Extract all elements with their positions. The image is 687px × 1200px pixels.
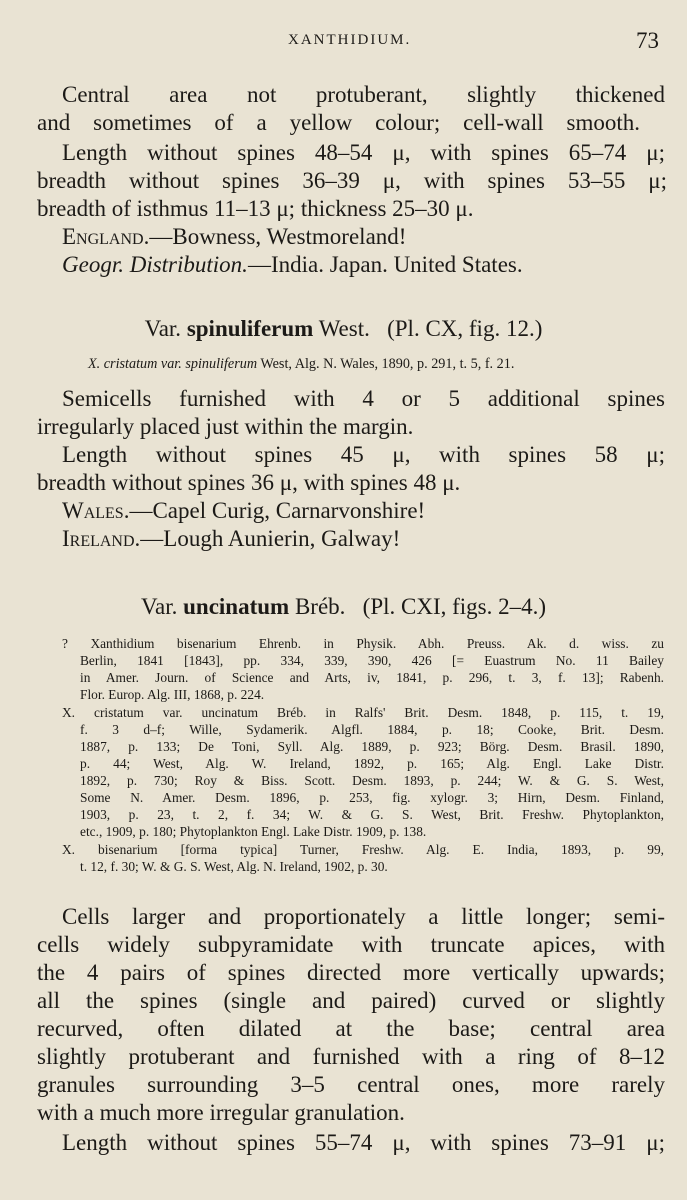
variety-prefix: Var. <box>144 316 182 341</box>
locality-label: Wales. <box>62 498 130 523</box>
page-header <box>0 28 687 58</box>
description-line: Central area not protuberant, slightly thickened <box>62 82 665 107</box>
description-line: with a much more irregular granulation. <box>37 1100 405 1125</box>
description-line: the 4 pairs of spines directed more vertically upwards; <box>37 960 665 985</box>
reference-line: 1903, p. 23, t. 2, f. 34; W. & G. S. West, Brit. Freshw. Phytoplankton, <box>80 807 664 822</box>
measurements-line: Length without spines 55–74 μ, with spines 73–91 μ; <box>62 1130 665 1155</box>
description-line: recurved, often dilated at the base; central area <box>37 1016 665 1041</box>
variety-heading <box>0 594 687 620</box>
reference-line: Flor. Europ. Alg. III, 1868, p. 224. <box>80 687 265 702</box>
reference-line: X. cristatum var. uncinatum Bréb. in Ralfs' Brit. Desm. 1848, p. 115, t. 19, <box>62 705 664 720</box>
variety-author: Bréb. <box>294 594 346 619</box>
description-line: all the spines (single and paired) curved or slightly <box>37 988 665 1013</box>
measurements-line: Length without spines 45 μ, with spines 58 μ; <box>62 442 665 467</box>
reference-line: in Amer. Journ. of Science and Arts, iv, 1841, p. 296, t. 3, f. 13]; Rabenh. <box>80 670 664 685</box>
reference-line: etc., 1909, p. 180; Phytoplankton Engl. Lake Distr. 1909, p. 138. <box>80 824 427 839</box>
locality-line <box>62 526 400 552</box>
measurements-line: breadth of isthmus 11–13 μ; thickness 25–30 μ. <box>37 196 474 221</box>
locality-label: Ireland. <box>62 526 141 551</box>
description-line: slightly protuberant and furnished with a ring of 8–12 <box>37 1044 665 1069</box>
description-line: Cells larger and proportionately a little longer; semi- <box>62 904 665 929</box>
synonym-name: X. cristatum var. spinuliferum <box>88 356 258 372</box>
plate-reference: (Pl. CX, fig. 12.) <box>387 316 543 341</box>
distribution-line <box>62 252 523 278</box>
distribution-text: —India. Japan. United States. <box>247 252 523 277</box>
description-line: Semicells furnished with 4 or 5 additional spines <box>62 386 665 411</box>
running-title: XANTHIDIUM. <box>288 32 412 48</box>
description-line: granules surrounding 3–5 central ones, more rarely <box>37 1072 665 1097</box>
variety-author: West. <box>318 316 370 341</box>
description-line: irregularly placed just within the margin. <box>37 414 414 439</box>
reference-line: 1892, p. 730; Roy & Biss. Scott. Desm. 1893, p. 244; W. & G. S. West, <box>80 773 664 788</box>
variety-heading <box>0 316 687 342</box>
reference-line: t. 12, f. 30; W. & G. S. West, Alg. N. Ireland, 1902, p. 30. <box>80 859 388 874</box>
reference-line: f. 3 d–f; Wille, Sydamerik. Algfl. 1884, p. 18; Cooke, Brit. Desm. <box>80 722 664 737</box>
plate-reference: (Pl. CXI, figs. 2–4.) <box>362 594 547 619</box>
page-number: 73 <box>636 28 659 53</box>
locality-text: —Bowness, Westmoreland! <box>149 224 407 249</box>
locality-line <box>62 498 425 524</box>
locality-line <box>62 224 406 250</box>
description-line: and sometimes of a yellow colour; cell-wall smooth. <box>37 110 640 135</box>
measurements-line: Length without spines 48–54 μ, with spines 65–74 μ; <box>62 140 665 165</box>
reference-line: p. 44; West, Alg. W. Ireland, 1892, p. 165; Alg. Engl. Lake Distr. <box>80 756 664 771</box>
variety-name: spinuliferum <box>186 316 314 341</box>
reference-line: Some N. Amer. Desm. 1896, p. 253, fig. xylogr. 3; Hirn, Desm. Finland, <box>80 790 664 805</box>
distribution-label: Geogr. Distribution. <box>62 252 248 277</box>
variety-name: uncinatum <box>183 594 290 619</box>
description-line: cells widely subpyramidate with truncate apices, with <box>37 932 665 957</box>
measurements-line: breadth without spines 36–39 μ, with spines 53–55 μ; <box>37 168 667 193</box>
locality-text: —Lough Aunierin, Galway! <box>140 526 401 551</box>
variety-prefix: Var. <box>140 594 178 619</box>
locality-label: England. <box>62 224 150 249</box>
reference-line: X. bisenarium [forma typica] Turner, Freshw. Alg. E. India, 1893, p. 99, <box>62 842 664 857</box>
reference-line: 1887, p. 133; De Toni, Syll. Alg. 1889, p. 923; Börg. Desm. Brasil. 1890, <box>80 739 664 754</box>
reference-line: Berlin, 1841 [1843], pp. 334, 339, 390, 426 [= Euastrum No. 11 Bailey <box>80 653 664 668</box>
reference-line: ? Xanthidium bisenarium Ehrenb. in Physik. Abh. Preuss. Ak. d. wiss. zu <box>62 636 664 651</box>
locality-text: —Capel Curig, Carnarvonshire! <box>129 498 426 523</box>
synonym-citation: West, Alg. N. Wales, 1890, p. 291, t. 5, f. 21. <box>260 356 515 372</box>
synonym-line <box>88 356 514 373</box>
measurements-line: breadth without spines 36 μ, with spines 48 μ. <box>37 470 461 495</box>
